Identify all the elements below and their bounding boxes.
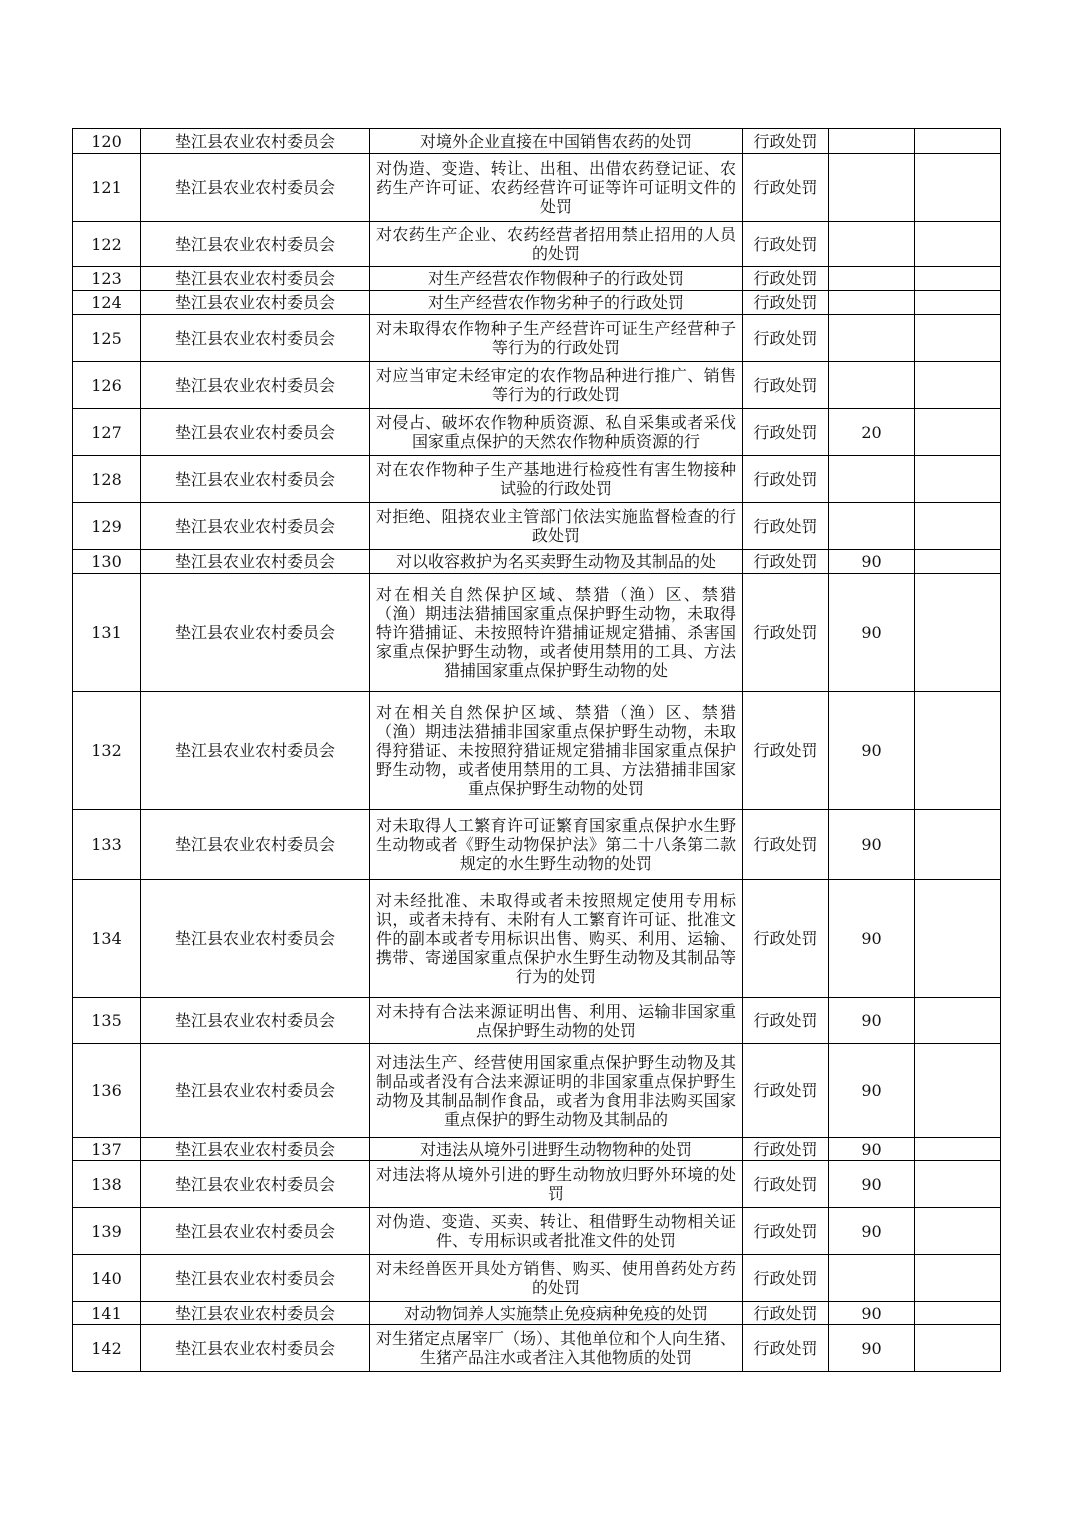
item-description-cell — [370, 1161, 743, 1208]
penalty-table — [72, 128, 1001, 1372]
item-description-text: 对在相关自然保护区域、禁猎（渔）区、禁猎（渔）期违法猎捕非国家重点保护野生动物，未取得狩猎证、未按照狩猎证规定猎捕非国家重点保护野生动物，或者使用禁用的工具、方法猎捕非国家重点保护野生动物的处罚 — [376, 703, 736, 798]
row-number: 134 — [73, 880, 141, 998]
time-limit-cell: 90 — [829, 1325, 915, 1372]
item-description-cell — [370, 550, 743, 574]
row-number: 121 — [73, 154, 141, 222]
penalty-type-cell: 行政处罚 — [743, 315, 829, 362]
note-cell — [915, 291, 1001, 315]
table-row — [73, 574, 1001, 692]
row-number: 127 — [73, 409, 141, 456]
note-cell — [915, 810, 1001, 880]
penalty-type-cell: 行政处罚 — [743, 692, 829, 810]
penalty-type-cell: 行政处罚 — [743, 154, 829, 222]
item-description-cell — [370, 362, 743, 409]
row-number: 126 — [73, 362, 141, 409]
department-cell: 垫江县农业农村委员会 — [141, 574, 370, 692]
table-row — [73, 1138, 1001, 1161]
item-description-text: 对未持有合法来源证明出售、利用、运输非国家重点保护野生动物的处罚 — [376, 1001, 736, 1040]
item-description-text: 对在农作物种子生产基地进行检疫性有害生物接种试验的行政处罚 — [376, 460, 736, 498]
item-description-text: 对伪造、变造、转让、出租、出借农药登记证、农药生产许可证、农药经营许可证等许可证明文件的处罚 — [376, 159, 736, 216]
item-description-text: 对农药生产企业、农药经营者招用禁止招用的人员的处罚 — [376, 225, 736, 263]
table-row — [73, 1302, 1001, 1325]
penalty-type-cell: 行政处罚 — [743, 503, 829, 550]
time-limit-cell: 90 — [829, 574, 915, 692]
item-description-cell — [370, 880, 743, 998]
note-cell — [915, 998, 1001, 1044]
note-cell — [915, 550, 1001, 574]
item-description-cell — [370, 129, 743, 154]
item-description-text: 对生猪定点屠宰厂（场）、其他单位和个人向生猪、生猪产品注水或者注入其他物质的处罚 — [376, 1329, 736, 1367]
penalty-type-cell: 行政处罚 — [743, 1302, 829, 1325]
item-description-cell — [370, 1208, 743, 1255]
department-cell: 垫江县农业农村委员会 — [141, 1255, 370, 1302]
department-cell: 垫江县农业农村委员会 — [141, 503, 370, 550]
penalty-type-cell: 行政处罚 — [743, 362, 829, 409]
note-cell — [915, 692, 1001, 810]
table-row — [73, 1255, 1001, 1302]
item-description-text: 对未取得农作物种子生产经营许可证生产经营种子等行为的行政处罚 — [376, 319, 736, 357]
item-description-cell — [370, 222, 743, 267]
item-description-text: 对违法将从境外引进的野生动物放归野外环境的处罚 — [376, 1165, 736, 1203]
time-limit-cell: 90 — [829, 1208, 915, 1255]
item-description-text: 对伪造、变造、买卖、转让、租借野生动物相关证件、专用标识或者批准文件的处罚 — [376, 1212, 736, 1250]
item-description-text: 对生产经营农作物劣种子的行政处罚 — [427, 293, 684, 312]
item-description-cell — [370, 315, 743, 362]
penalty-type-cell: 行政处罚 — [743, 998, 829, 1044]
item-description-cell — [370, 1302, 743, 1325]
item-description-text: 对应当审定未经审定的农作物品种进行推广、销售等行为的行政处罚 — [376, 366, 736, 404]
time-limit-cell — [829, 503, 915, 550]
penalty-type-cell: 行政处罚 — [743, 1255, 829, 1302]
department-cell: 垫江县农业农村委员会 — [141, 1302, 370, 1325]
note-cell — [915, 154, 1001, 222]
time-limit-cell: 90 — [829, 1138, 915, 1161]
department-cell: 垫江县农业农村委员会 — [141, 154, 370, 222]
time-limit-cell: 90 — [829, 1161, 915, 1208]
note-cell — [915, 574, 1001, 692]
note-cell — [915, 1138, 1001, 1161]
department-cell: 垫江县农业农村委员会 — [141, 1208, 370, 1255]
penalty-type-cell: 行政处罚 — [743, 1208, 829, 1255]
item-description-cell — [370, 154, 743, 222]
note-cell — [915, 880, 1001, 998]
penalty-type-cell: 行政处罚 — [743, 880, 829, 998]
note-cell — [915, 222, 1001, 267]
time-limit-cell — [829, 362, 915, 409]
table-row — [73, 1325, 1001, 1372]
item-description-cell — [370, 574, 743, 692]
table-row — [73, 154, 1001, 222]
item-description-cell — [370, 456, 743, 503]
department-cell: 垫江县农业农村委员会 — [141, 456, 370, 503]
item-description-text: 对未经批准、未取得或者未按照规定使用专用标识，或者未持有、未附有人工繁育许可证、批准文件的副本或者专用标识出售、购买、利用、运输、携带、寄递国家重点保护水生野生动物及其制品等行为的处罚 — [376, 891, 736, 986]
time-limit-cell — [829, 1255, 915, 1302]
penalty-type-cell: 行政处罚 — [743, 1138, 829, 1161]
note-cell — [915, 409, 1001, 456]
table-row — [73, 409, 1001, 456]
table-row — [73, 810, 1001, 880]
department-cell: 垫江县农业农村委员会 — [141, 129, 370, 154]
penalty-type-cell: 行政处罚 — [743, 456, 829, 503]
penalty-type-cell: 行政处罚 — [743, 222, 829, 267]
note-cell — [915, 1208, 1001, 1255]
note-cell — [915, 1255, 1001, 1302]
item-description-cell — [370, 503, 743, 550]
note-cell — [915, 362, 1001, 409]
time-limit-cell — [829, 456, 915, 503]
table-row — [73, 1208, 1001, 1255]
time-limit-cell — [829, 267, 915, 291]
department-cell: 垫江县农业农村委员会 — [141, 692, 370, 810]
time-limit-cell — [829, 315, 915, 362]
item-description-cell — [370, 998, 743, 1044]
department-cell: 垫江县农业农村委员会 — [141, 315, 370, 362]
department-cell: 垫江县农业农村委员会 — [141, 291, 370, 315]
table-row — [73, 503, 1001, 550]
row-number: 135 — [73, 998, 141, 1044]
item-description-text: 对以收容救护为名买卖野生动物及其制品的处 — [395, 552, 716, 571]
item-description-cell — [370, 1138, 743, 1161]
table-row — [73, 222, 1001, 267]
item-description-cell — [370, 267, 743, 291]
note-cell — [915, 315, 1001, 362]
table-row — [73, 456, 1001, 503]
note-cell — [915, 267, 1001, 291]
department-cell: 垫江县农业农村委员会 — [141, 998, 370, 1044]
row-number: 122 — [73, 222, 141, 267]
table-row — [73, 550, 1001, 574]
row-number: 125 — [73, 315, 141, 362]
department-cell: 垫江县农业农村委员会 — [141, 810, 370, 880]
row-number: 128 — [73, 456, 141, 503]
table-row — [73, 1161, 1001, 1208]
time-limit-cell: 90 — [829, 880, 915, 998]
note-cell — [915, 1044, 1001, 1138]
item-description-cell — [370, 1255, 743, 1302]
row-number: 130 — [73, 550, 141, 574]
item-description-text: 对动物饲养人实施禁止免疫病种免疫的处罚 — [403, 1303, 708, 1323]
row-number: 131 — [73, 574, 141, 692]
row-number: 141 — [73, 1302, 141, 1325]
time-limit-cell: 20 — [829, 409, 915, 456]
item-description-text: 对生产经营农作物假种子的行政处罚 — [427, 269, 684, 288]
note-cell — [915, 503, 1001, 550]
department-cell: 垫江县农业农村委员会 — [141, 1161, 370, 1208]
row-number: 136 — [73, 1044, 141, 1138]
row-number: 123 — [73, 267, 141, 291]
table-row — [73, 129, 1001, 154]
penalty-type-cell: 行政处罚 — [743, 550, 829, 574]
table-row — [73, 362, 1001, 409]
note-cell — [915, 1161, 1001, 1208]
time-limit-cell — [829, 291, 915, 315]
department-cell: 垫江县农业农村委员会 — [141, 1325, 370, 1372]
row-number: 129 — [73, 503, 141, 550]
time-limit-cell: 90 — [829, 1302, 915, 1325]
penalty-type-cell: 行政处罚 — [743, 291, 829, 315]
department-cell: 垫江县农业农村委员会 — [141, 1138, 370, 1161]
table-row — [73, 267, 1001, 291]
time-limit-cell: 90 — [829, 810, 915, 880]
penalty-type-cell: 行政处罚 — [743, 1325, 829, 1372]
department-cell: 垫江县农业农村委员会 — [141, 880, 370, 998]
row-number: 138 — [73, 1161, 141, 1208]
table-row — [73, 1044, 1001, 1138]
row-number: 120 — [73, 129, 141, 154]
note-cell — [915, 129, 1001, 154]
item-description-text: 对违法生产、经营使用国家重点保护野生动物及其制品或者没有合法来源证明的非国家重点保护野生动物及其制品制作食品，或者为食用非法购买国家重点保护的野生动物及其制品的 — [376, 1052, 736, 1129]
penalty-type-cell: 行政处罚 — [743, 810, 829, 880]
item-description-text: 对未取得人工繁育许可证繁育国家重点保护水生野生动物或者《野生动物保护法》第二十八条第二款规定的水生野生动物的处罚 — [376, 816, 736, 873]
row-number: 140 — [73, 1255, 141, 1302]
table-row — [73, 692, 1001, 810]
row-number: 142 — [73, 1325, 141, 1372]
penalty-type-cell: 行政处罚 — [743, 129, 829, 154]
department-cell: 垫江县农业农村委员会 — [141, 267, 370, 291]
penalty-type-cell: 行政处罚 — [743, 574, 829, 692]
department-cell: 垫江县农业农村委员会 — [141, 362, 370, 409]
item-description-text: 对未经兽医开具处方销售、购买、使用兽药处方药的处罚 — [376, 1259, 736, 1297]
department-cell: 垫江县农业农村委员会 — [141, 550, 370, 574]
item-description-cell — [370, 692, 743, 810]
item-description-text: 对侵占、破坏农作物种质资源、私自采集或者采伐国家重点保护的天然农作物种质资源的行 — [376, 413, 736, 451]
row-number: 133 — [73, 810, 141, 880]
item-description-cell — [370, 291, 743, 315]
penalty-type-cell: 行政处罚 — [743, 1044, 829, 1138]
department-cell: 垫江县农业农村委员会 — [141, 409, 370, 456]
time-limit-cell: 90 — [829, 550, 915, 574]
row-number: 124 — [73, 291, 141, 315]
penalty-type-cell: 行政处罚 — [743, 267, 829, 291]
time-limit-cell — [829, 222, 915, 267]
row-number: 132 — [73, 692, 141, 810]
department-cell: 垫江县农业农村委员会 — [141, 1044, 370, 1138]
time-limit-cell: 90 — [829, 1044, 915, 1138]
penalty-type-cell: 行政处罚 — [743, 1161, 829, 1208]
time-limit-cell — [829, 154, 915, 222]
item-description-text: 对拒绝、阻挠农业主管部门依法实施监督检查的行政处罚 — [376, 507, 736, 545]
note-cell — [915, 1325, 1001, 1372]
penalty-type-cell: 行政处罚 — [743, 409, 829, 456]
time-limit-cell: 90 — [829, 692, 915, 810]
time-limit-cell: 90 — [829, 998, 915, 1044]
item-description-text: 对在相关自然保护区域、禁猎（渔）区、禁猎（渔）期违法猎捕国家重点保护野生动物，未取得特许猎捕证、未按照特许猎捕证规定猎捕、杀害国家重点保护野生动物，或者使用禁用的工具、方法猎捕国家重点保护野生动物的处 — [376, 585, 736, 680]
table-row — [73, 998, 1001, 1044]
item-description-cell — [370, 1044, 743, 1138]
department-cell: 垫江县农业农村委员会 — [141, 222, 370, 267]
table-row — [73, 291, 1001, 315]
note-cell — [915, 1302, 1001, 1325]
row-number: 139 — [73, 1208, 141, 1255]
time-limit-cell — [829, 129, 915, 154]
table-row — [73, 880, 1001, 998]
item-description-cell — [370, 1325, 743, 1372]
note-cell — [915, 456, 1001, 503]
table-row — [73, 315, 1001, 362]
item-description-cell — [370, 810, 743, 880]
item-description-text: 对境外企业直接在中国销售农药的处罚 — [419, 131, 692, 151]
table-body — [73, 129, 1001, 1372]
item-description-cell — [370, 409, 743, 456]
item-description-text: 对违法从境外引进野生动物物种的处罚 — [419, 1139, 692, 1159]
row-number: 137 — [73, 1138, 141, 1161]
